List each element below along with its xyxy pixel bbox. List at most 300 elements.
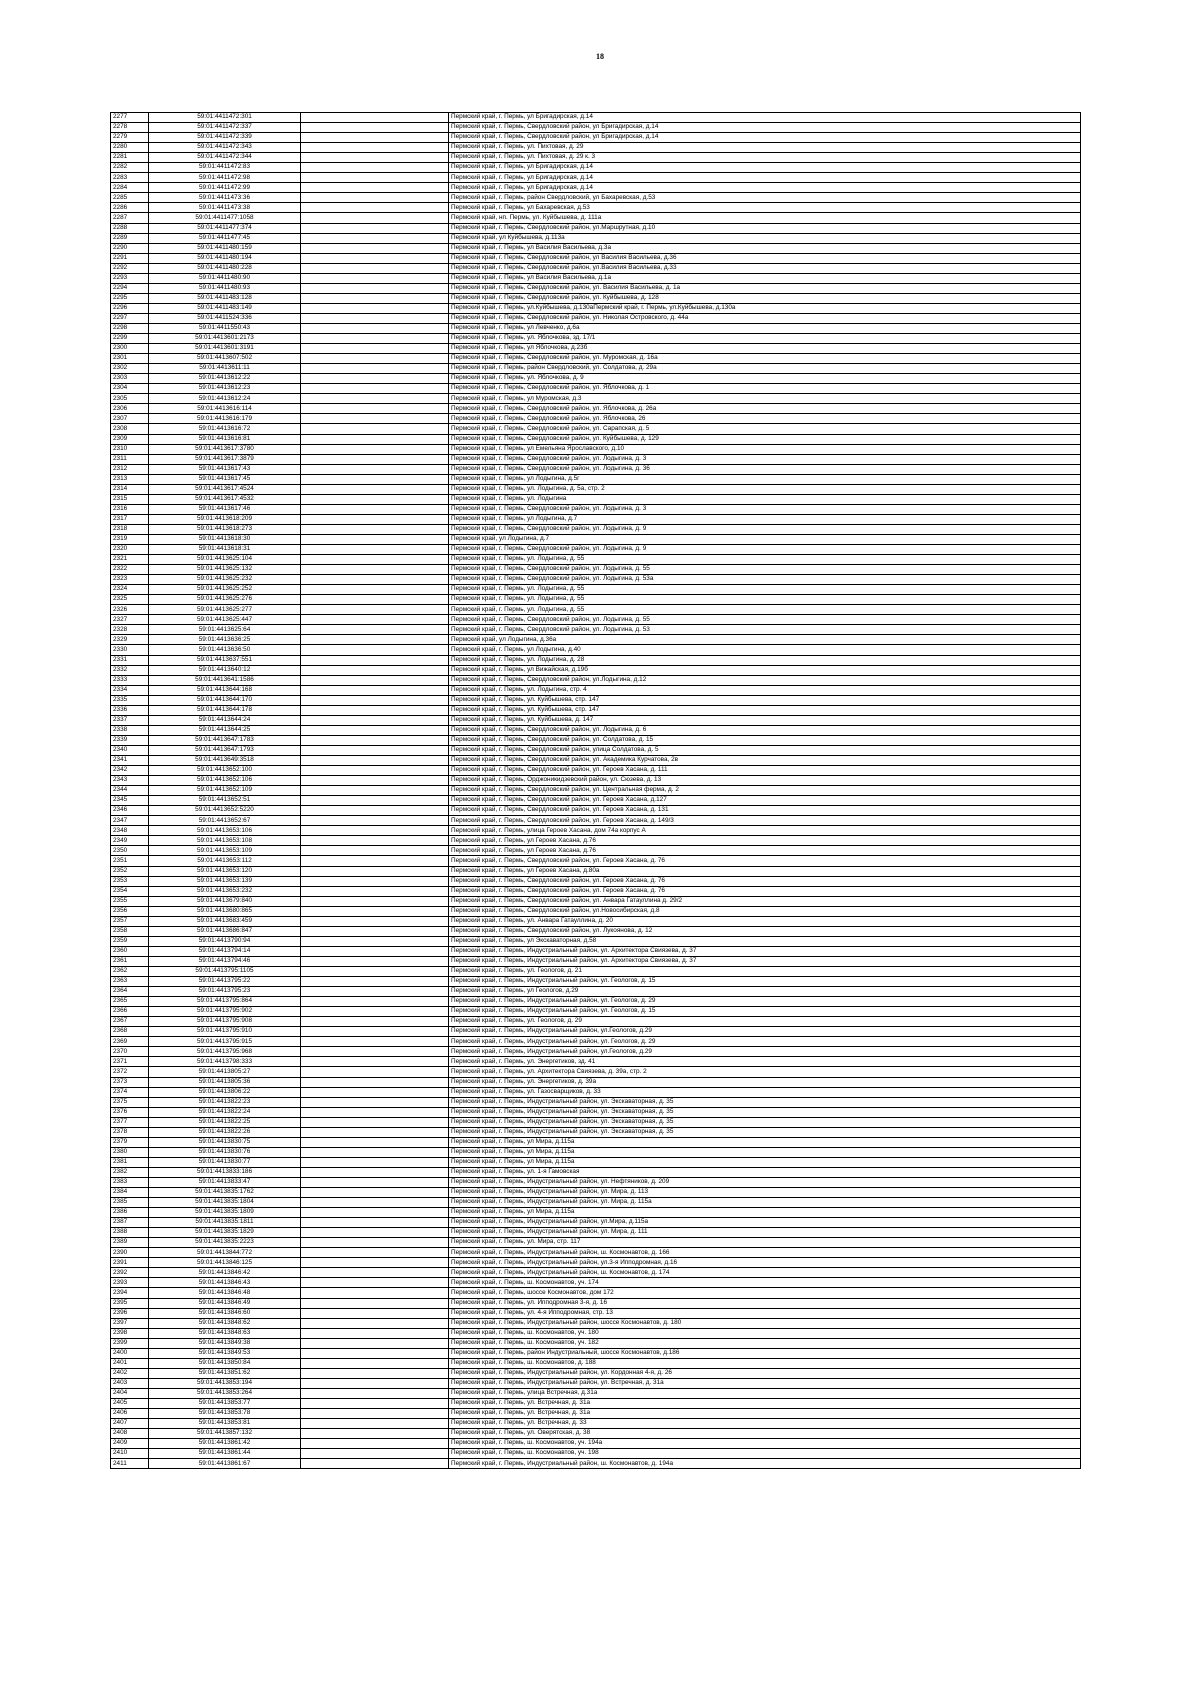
table-row: [111, 1177, 1081, 1187]
table-row: [111, 1208, 1081, 1218]
address: Пермский край, г. Пермь, ул. Куйбышева, стр. 147: [449, 705, 1081, 715]
address: Пермский край, г. Пермь, Свердловский район, ул. Сарапская, д. 5: [449, 424, 1081, 434]
empty-cell: [301, 1338, 449, 1348]
row-number: 2317: [111, 514, 149, 524]
address: Пермский край, г. Пермь, ул Бригадирская, д.14: [449, 113, 1081, 123]
address: Пермский край, г. Пермь, Индустриальный район, ул. Геологов, д. 15: [449, 1007, 1081, 1017]
empty-cell: [301, 1047, 449, 1057]
address: Пермский край, г. Пермь, ул. Газосварщиков, д. 33: [449, 1087, 1081, 1097]
cadastral-number: 59:01:4413649:3518: [149, 756, 301, 766]
table-row: [111, 645, 1081, 655]
empty-cell: [301, 826, 449, 836]
row-number: 2308: [111, 424, 149, 434]
address: Пермский край, г. Пермь, ул Бригадирская, д.14: [449, 173, 1081, 183]
cadastral-number: 59:01:4411480:194: [149, 253, 301, 263]
table-row: [111, 233, 1081, 243]
address: Пермский край, г. Пермь, Индустриальный район, ул. Архитектора Свиязева, д. 37: [449, 946, 1081, 956]
cadastral-number: 59:01:4413822:26: [149, 1127, 301, 1137]
cadastral-number: 59:01:4413861:42: [149, 1439, 301, 1449]
cadastral-number: 59:01:4413846:42: [149, 1268, 301, 1278]
empty-cell: [301, 123, 449, 133]
row-number: 2390: [111, 1248, 149, 1258]
address: Пермский край, г. Пермь, Индустриальный район, ул.Геологов, д.29: [449, 1047, 1081, 1057]
empty-cell: [301, 645, 449, 655]
cadastral-number: 59:01:4413795:23: [149, 987, 301, 997]
row-number: 2364: [111, 987, 149, 997]
table-row: [111, 243, 1081, 253]
table-row: [111, 1248, 1081, 1258]
table-row: [111, 344, 1081, 354]
row-number: 2350: [111, 846, 149, 856]
cadastral-number: 59:01:4413647:1783: [149, 735, 301, 745]
row-number: 2284: [111, 183, 149, 193]
address: Пермский край, г. Пермь, Индустриальный район, ул. Мира, д. 115а: [449, 1198, 1081, 1208]
cadastral-number: 59:01:4413653:109: [149, 846, 301, 856]
row-number: 2363: [111, 977, 149, 987]
row-number: 2346: [111, 806, 149, 816]
cadastral-number: 59:01:4413830:76: [149, 1147, 301, 1157]
address: Пермский край, г. Пермь, Свердловский район, ул. Героев Хасана, д. 111: [449, 766, 1081, 776]
row-number: 2291: [111, 253, 149, 263]
table-row: [111, 1288, 1081, 1298]
empty-cell: [301, 725, 449, 735]
cadastral-number: 59:01:4413616:114: [149, 404, 301, 414]
row-number: 2331: [111, 655, 149, 665]
address: Пермский край, г. Пермь, Свердловский район, ул. Муромская, д. 16а: [449, 354, 1081, 364]
row-number: 2354: [111, 886, 149, 896]
table-row: [111, 133, 1081, 143]
row-number: 2304: [111, 384, 149, 394]
table-row: [111, 404, 1081, 414]
empty-cell: [301, 595, 449, 605]
empty-cell: [301, 1208, 449, 1218]
cadastral-number: 59:01:4413680:865: [149, 906, 301, 916]
empty-cell: [301, 605, 449, 615]
row-number: 2369: [111, 1037, 149, 1047]
table-row: [111, 545, 1081, 555]
empty-cell: [301, 846, 449, 856]
address: Пермский край, г. Пермь, ул. 1-я Гамовская: [449, 1167, 1081, 1177]
cadastral-number: 59:01:4413644:25: [149, 725, 301, 735]
empty-cell: [301, 484, 449, 494]
address: Пермский край, г. Пермь, ул Экскаваторная, д.58: [449, 936, 1081, 946]
empty-cell: [301, 203, 449, 213]
table-row: [111, 213, 1081, 223]
empty-cell: [301, 1378, 449, 1388]
table-row: [111, 695, 1081, 705]
address: Пермский край, г. Пермь, ул Героев Хасана, д.76: [449, 836, 1081, 846]
cadastral-number: 59:01:4411483:149: [149, 303, 301, 313]
table-row: [111, 1007, 1081, 1017]
cadastral-number: 59:01:4413652:106: [149, 776, 301, 786]
table-row: [111, 1067, 1081, 1077]
cadastral-number: 59:01:4413617:3879: [149, 454, 301, 464]
row-number: 2282: [111, 163, 149, 173]
table-row: [111, 806, 1081, 816]
empty-cell: [301, 233, 449, 243]
table-row: [111, 153, 1081, 163]
address: Пермский край, г. Пермь, ул Лодыгина, д.7: [449, 514, 1081, 524]
address: Пермский край, г. Пермь, ул Вижайская, д.19б: [449, 665, 1081, 675]
cadastral-number: 59:01:4413849:53: [149, 1348, 301, 1358]
row-number: 2293: [111, 273, 149, 283]
empty-cell: [301, 354, 449, 364]
empty-cell: [301, 565, 449, 575]
cadastral-number: 59:01:4413618:31: [149, 545, 301, 555]
empty-cell: [301, 1107, 449, 1117]
table-row: [111, 504, 1081, 514]
table-row: [111, 1409, 1081, 1419]
cadastral-number: 59:01:4413853:81: [149, 1419, 301, 1429]
cadastral-number: 59:01:4413795:910: [149, 1027, 301, 1037]
empty-cell: [301, 886, 449, 896]
empty-cell: [301, 695, 449, 705]
empty-cell: [301, 1358, 449, 1368]
address: Пермский край, г. Пермь, ул. Лодыгина: [449, 494, 1081, 504]
empty-cell: [301, 1419, 449, 1429]
empty-cell: [301, 1429, 449, 1439]
address: Пермский край, г. Пермь, ул Героев Хасана, д.80а: [449, 866, 1081, 876]
empty-cell: [301, 876, 449, 886]
address: Пермский край, г. Пермь, Индустриальный район, ул.Геологов, д.29: [449, 1027, 1081, 1037]
table-row: [111, 555, 1081, 565]
table-row: [111, 1037, 1081, 1047]
address: Пермский край, г. Пермь, ул. Лодыгина, д. 55: [449, 595, 1081, 605]
address: Пермский край, г. Пермь, Индустриальный район, ш. Космонавтов, д. 166: [449, 1248, 1081, 1258]
row-number: 2277: [111, 113, 149, 123]
address: Пермский край, г. Пермь, Свердловский район, ул. Лодыгина, д. 55: [449, 615, 1081, 625]
table-row: [111, 966, 1081, 976]
empty-cell: [301, 1057, 449, 1067]
table-row: [111, 575, 1081, 585]
empty-cell: [301, 334, 449, 344]
empty-cell: [301, 173, 449, 183]
empty-cell: [301, 1087, 449, 1097]
row-number: 2305: [111, 394, 149, 404]
empty-cell: [301, 1348, 449, 1358]
address: Пермский край, г. Пермь, Свердловский район, ул. Лодыгина, д. 53: [449, 625, 1081, 635]
table-row: [111, 786, 1081, 796]
cadastral-number: 59:01:4413612:22: [149, 374, 301, 384]
empty-cell: [301, 1439, 449, 1449]
address: Пермский край, г. Пермь, ул Мира, д.115а: [449, 1147, 1081, 1157]
empty-cell: [301, 464, 449, 474]
cadastral-number: 59:01:4413653:106: [149, 826, 301, 836]
row-number: 2312: [111, 464, 149, 474]
empty-cell: [301, 213, 449, 223]
empty-cell: [301, 1228, 449, 1238]
row-number: 2406: [111, 1409, 149, 1419]
empty-cell: [301, 776, 449, 786]
address: Пермский край, г. Пермь, ул. Геологов, д. 29: [449, 1017, 1081, 1027]
address: Пермский край, ул Лодыгина, д.36а: [449, 635, 1081, 645]
empty-cell: [301, 585, 449, 595]
row-number: 2380: [111, 1147, 149, 1157]
row-number: 2285: [111, 193, 149, 203]
empty-cell: [301, 474, 449, 484]
cadastral-number: 59:01:4413790:94: [149, 936, 301, 946]
address: Пермский край, г. Пермь, ш. Космонавтов, уч. 174: [449, 1278, 1081, 1288]
table-row: [111, 665, 1081, 675]
table-row: [111, 263, 1081, 273]
cadastral-number: 59:01:4413851:62: [149, 1368, 301, 1378]
row-number: 2386: [111, 1208, 149, 1218]
empty-cell: [301, 384, 449, 394]
table-row: [111, 675, 1081, 685]
row-number: 2300: [111, 344, 149, 354]
address: Пермский край, г. Пермь, Индустриальный район, ул.Мира, д.115а: [449, 1218, 1081, 1228]
cadastral-number: 59:01:4413625:276: [149, 595, 301, 605]
address: Пермский край, г. Пермь, ул. Геологов, д. 21: [449, 966, 1081, 976]
cadastral-number: 59:01:4413647:1793: [149, 745, 301, 755]
cadastral-number: 59:01:4413612:24: [149, 394, 301, 404]
cadastral-number: 59:01:4411472:99: [149, 183, 301, 193]
cadastral-number: 59:01:4413641:1586: [149, 675, 301, 685]
table-row: [111, 1328, 1081, 1338]
row-number: 2397: [111, 1318, 149, 1328]
empty-cell: [301, 1368, 449, 1378]
address: Пермский край, г. Пермь, Индустриальный район, ул. Мира, д. 113: [449, 1188, 1081, 1198]
address: Пермский край, г. Пермь, Индустриальный район, шоссе Космонавтов, д. 180: [449, 1318, 1081, 1328]
row-number: 2289: [111, 233, 149, 243]
row-number: 2378: [111, 1127, 149, 1137]
table-row: [111, 595, 1081, 605]
address: Пермский край, г. Пермь, Свердловский район, ул. Героев Хасана, д. 76: [449, 886, 1081, 896]
row-number: 2359: [111, 936, 149, 946]
table-row: [111, 846, 1081, 856]
address: Пермский край, г. Пермь, Индустриальный район, ул. Встречная, д. 31а: [449, 1378, 1081, 1388]
table-row: [111, 896, 1081, 906]
address: Пермский край, г. Пермь, ул Мира, д.115а: [449, 1208, 1081, 1218]
table-row: [111, 534, 1081, 544]
empty-cell: [301, 1288, 449, 1298]
cadastral-number: 59:01:4413618:273: [149, 524, 301, 534]
table-row: [111, 524, 1081, 534]
empty-cell: [301, 1017, 449, 1027]
row-number: 2321: [111, 555, 149, 565]
empty-cell: [301, 896, 449, 906]
row-number: 2286: [111, 203, 149, 213]
address: Пермский край, г. Пермь, Свердловский район, ул. Героев Хасана, д.127: [449, 796, 1081, 806]
table-row: [111, 766, 1081, 776]
row-number: 2403: [111, 1378, 149, 1388]
address: Пермский край, г. Пермь, ул. Лодыгина, д. 55: [449, 605, 1081, 615]
cadastral-number: 59:01:4413835:2223: [149, 1238, 301, 1248]
row-number: 2385: [111, 1198, 149, 1208]
row-number: 2295: [111, 293, 149, 303]
address: Пермский край, г. Пермь, ул Геологов, д.29: [449, 987, 1081, 997]
cadastral-number: 59:01:4413795:968: [149, 1047, 301, 1057]
row-number: 2405: [111, 1399, 149, 1409]
row-number: 2351: [111, 856, 149, 866]
row-number: 2339: [111, 735, 149, 745]
address: Пермский край, г. Пермь, Свердловский район, ул. Героев Хасана, д. 149/3: [449, 816, 1081, 826]
address: Пермский край, г. Пермь, ул. Лодыгина, д. 5а, стр. 2: [449, 484, 1081, 494]
registry-table: [110, 112, 1081, 1469]
cadastral-number: 59:01:4411473:38: [149, 203, 301, 213]
empty-cell: [301, 1167, 449, 1177]
row-number: 2301: [111, 354, 149, 364]
cadastral-number: 59:01:4413835:1829: [149, 1228, 301, 1238]
cadastral-number: 59:01:4413617:43: [149, 464, 301, 474]
cadastral-number: 59:01:4413853:194: [149, 1378, 301, 1388]
row-number: 2353: [111, 876, 149, 886]
row-number: 2280: [111, 143, 149, 153]
cadastral-number: 59:01:4413625:252: [149, 585, 301, 595]
row-number: 2393: [111, 1278, 149, 1288]
row-number: 2360: [111, 946, 149, 956]
row-number: 2318: [111, 524, 149, 534]
address: Пермский край, г. Пермь, Свердловский район, ул.Новосибирская, д.8: [449, 906, 1081, 916]
address: Пермский край, г. Пермь, район Свердловский, ул. Солдатова, д. 29а: [449, 364, 1081, 374]
cadastral-number: 59:01:4413805:27: [149, 1067, 301, 1077]
empty-cell: [301, 1238, 449, 1248]
address: Пермский край, г. Пермь, ул. Лодыгина, д. 28: [449, 655, 1081, 665]
row-number: 2309: [111, 434, 149, 444]
table-row: [111, 143, 1081, 153]
cadastral-number: 59:01:4411477:45: [149, 233, 301, 243]
table-row: [111, 836, 1081, 846]
table-row: [111, 826, 1081, 836]
cadastral-number: 59:01:4413861:67: [149, 1459, 301, 1469]
row-number: 2347: [111, 816, 149, 826]
table-row: [111, 1308, 1081, 1318]
cadastral-number: 59:01:4413683:459: [149, 916, 301, 926]
cadastral-number: 59:01:4413795:22: [149, 977, 301, 987]
row-number: 2288: [111, 223, 149, 233]
table-row: [111, 977, 1081, 987]
row-number: 2384: [111, 1188, 149, 1198]
address: Пермский край, г. Пермь, Свердловский район, ул. Академика Курчатова, 2в: [449, 756, 1081, 766]
cadastral-number: 59:01:4413822:25: [149, 1117, 301, 1127]
table-row: [111, 1117, 1081, 1127]
empty-cell: [301, 113, 449, 123]
table-row: [111, 354, 1081, 364]
address: Пермский край, г. Пермь, район Индустриальный, шоссе Космонавтов, д.186: [449, 1348, 1081, 1358]
address: Пермский край, г. Пермь, Свердловский район, ул. Анвара Гатауллина д. 29/2: [449, 896, 1081, 906]
empty-cell: [301, 675, 449, 685]
empty-cell: [301, 153, 449, 163]
table-row: [111, 1147, 1081, 1157]
table-row: [111, 565, 1081, 575]
cadastral-number: 59:01:4413853:78: [149, 1409, 301, 1419]
cadastral-number: 59:01:4411472:344: [149, 153, 301, 163]
cadastral-number: 59:01:4413617:3780: [149, 444, 301, 454]
table-row: [111, 163, 1081, 173]
table-row: [111, 946, 1081, 956]
table-row: [111, 1449, 1081, 1459]
empty-cell: [301, 1007, 449, 1017]
cadastral-number: 59:01:4413822:23: [149, 1097, 301, 1107]
cadastral-number: 59:01:4413846:43: [149, 1278, 301, 1288]
empty-cell: [301, 766, 449, 776]
empty-cell: [301, 997, 449, 1007]
cadastral-number: 59:01:4413644:170: [149, 695, 301, 705]
empty-cell: [301, 866, 449, 876]
empty-cell: [301, 1258, 449, 1268]
address: Пермский край, г. Пермь, Индустриальный район, ул.3-я Ипподромная, д.16: [449, 1258, 1081, 1268]
empty-cell: [301, 816, 449, 826]
table-row: [111, 1017, 1081, 1027]
empty-cell: [301, 1268, 449, 1278]
cadastral-number: 59:01:4411480:90: [149, 273, 301, 283]
address: Пермский край, г. Пермь, Индустриальный район, ул. Экскаваторная, д. 35: [449, 1117, 1081, 1127]
cadastral-number: 59:01:4413652:51: [149, 796, 301, 806]
empty-cell: [301, 504, 449, 514]
address: Пермский край, г. Пермь, ул Яблочкова, д.23б: [449, 344, 1081, 354]
empty-cell: [301, 1328, 449, 1338]
row-number: 2287: [111, 213, 149, 223]
row-number: 2361: [111, 956, 149, 966]
row-number: 2298: [111, 323, 149, 333]
address: Пермский край, г. Пермь, ул Лодыгина, д.5г: [449, 474, 1081, 484]
empty-cell: [301, 1037, 449, 1047]
table-row: [111, 1077, 1081, 1087]
address: Пермский край, г. Пермь, Орджоникидзевский район, ул. Сюзева, д. 13: [449, 776, 1081, 786]
table-row: [111, 856, 1081, 866]
row-number: 2410: [111, 1449, 149, 1459]
table-row: [111, 956, 1081, 966]
cadastral-number: 59:01:4413612:23: [149, 384, 301, 394]
address: Пермский край, г. Пермь, Свердловский район, ул. Лодыгина, д. 3: [449, 504, 1081, 514]
empty-cell: [301, 1127, 449, 1137]
address: Пермский край, г. Пермь, улица Героев Хасана, дом 74а корпус А: [449, 826, 1081, 836]
cadastral-number: 59:01:4413601:2173: [149, 334, 301, 344]
address: Пермский край, г. Пермь, Свердловский район, ул. Лодыгина, д. 55: [449, 565, 1081, 575]
table-row: [111, 123, 1081, 133]
cadastral-number: 59:01:4413822:24: [149, 1107, 301, 1117]
row-number: 2367: [111, 1017, 149, 1027]
empty-cell: [301, 163, 449, 173]
row-number: 2314: [111, 484, 149, 494]
address: Пермский край, ул Куйбышева, д.113а: [449, 233, 1081, 243]
empty-cell: [301, 615, 449, 625]
row-number: 2315: [111, 494, 149, 504]
empty-cell: [301, 926, 449, 936]
row-number: 2349: [111, 836, 149, 846]
cadastral-number: 59:01:4413679:840: [149, 896, 301, 906]
address: Пермский край, г. Пермь, Свердловский район, ул. Лодыгина, д. 3: [449, 454, 1081, 464]
empty-cell: [301, 394, 449, 404]
row-number: 2316: [111, 504, 149, 514]
table-row: [111, 926, 1081, 936]
empty-cell: [301, 534, 449, 544]
address: Пермский край, г. Пермь, ш. Космонавтов, уч. 194а: [449, 1439, 1081, 1449]
row-number: 2320: [111, 545, 149, 555]
row-number: 2306: [111, 404, 149, 414]
cadastral-number: 59:01:4413798:333: [149, 1057, 301, 1067]
empty-cell: [301, 1097, 449, 1107]
address: Пермский край, г. Пермь, ул Лодыгина, д.40: [449, 645, 1081, 655]
cadastral-number: 59:01:4411477:374: [149, 223, 301, 233]
row-number: 2389: [111, 1238, 149, 1248]
table-row: [111, 1318, 1081, 1328]
empty-cell: [301, 936, 449, 946]
cadastral-number: 59:01:4413849:38: [149, 1338, 301, 1348]
cadastral-number: 59:01:4413625:64: [149, 625, 301, 635]
cadastral-number: 59:01:4411472:343: [149, 143, 301, 153]
row-number: 2328: [111, 625, 149, 635]
row-number: 2362: [111, 966, 149, 976]
empty-cell: [301, 906, 449, 916]
address: Пермский край, г. Пермь, Свердловский район, ул. Лукоянова, д. 12: [449, 926, 1081, 936]
table-row: [111, 183, 1081, 193]
row-number: 2392: [111, 1268, 149, 1278]
cadastral-number: 59:01:4413601:3191: [149, 344, 301, 354]
address: Пермский край, г. Пермь, ш. Космонавтов, д. 188: [449, 1358, 1081, 1368]
empty-cell: [301, 1298, 449, 1308]
cadastral-number: 59:01:4413850:84: [149, 1358, 301, 1368]
